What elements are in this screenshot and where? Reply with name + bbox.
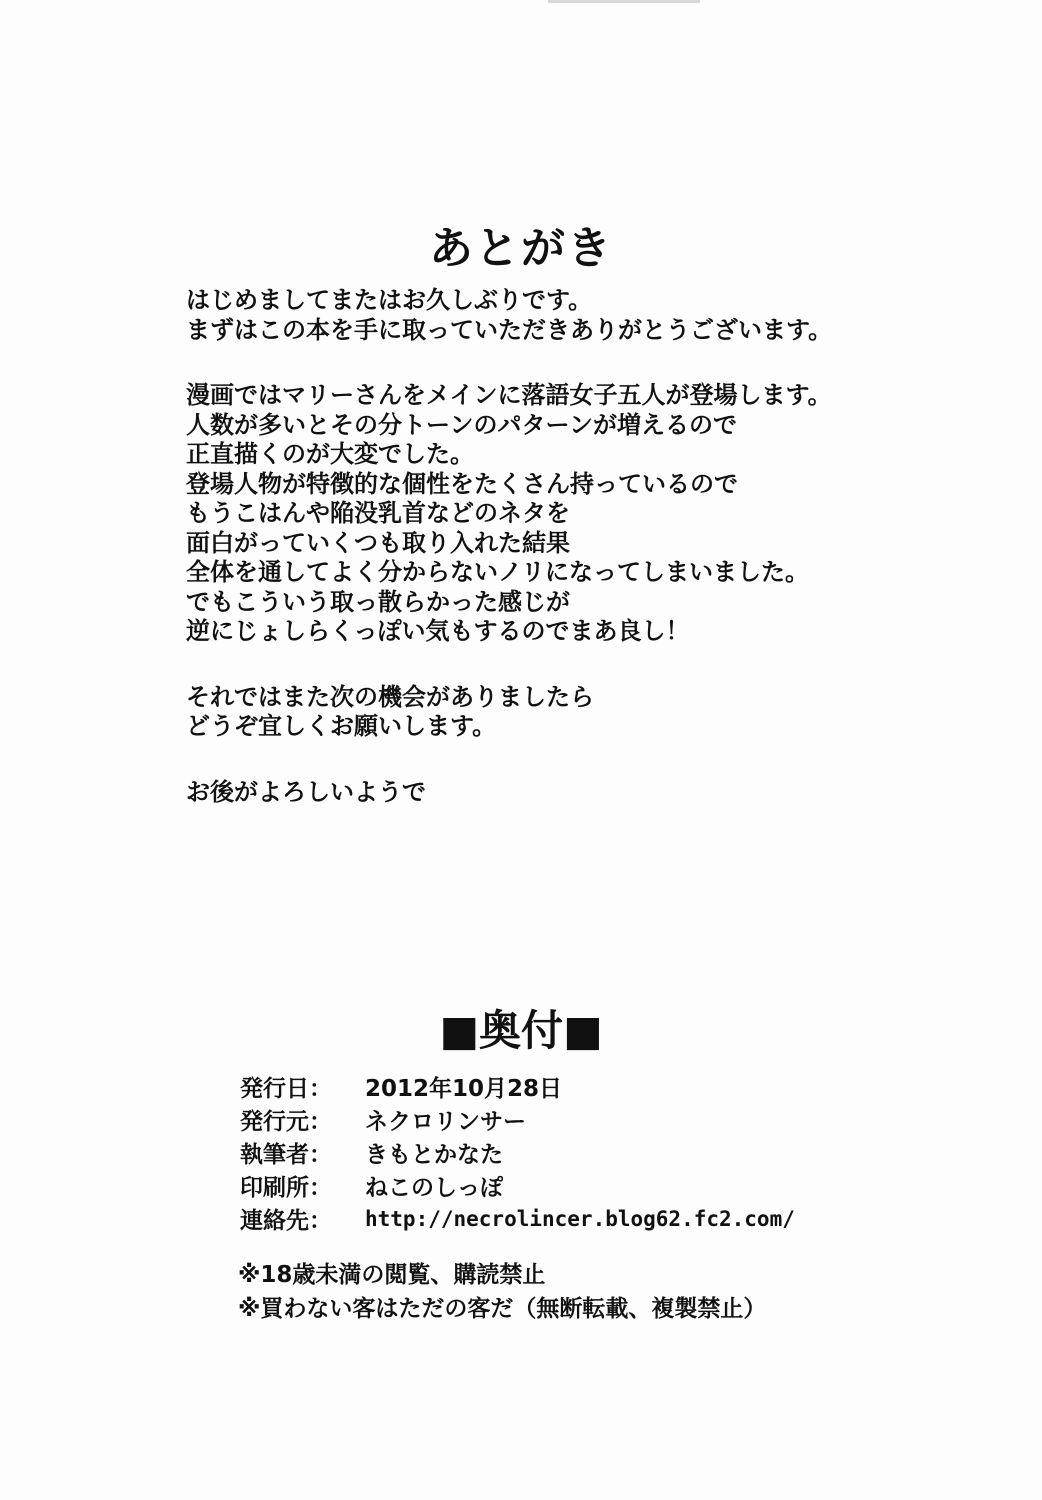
afterword-line: それではまた次の機会がありましたら [186,682,594,711]
colophon-label: 発行日： [240,1076,332,1102]
copyright-notice: ※買わない客はただの客だ（無断転載、複製禁止） [238,1296,767,1322]
colophon-value: ねこのしっぽ [365,1175,503,1201]
afterword-paragraph-greeting [186,286,906,345]
colophon-row-publish-date [240,1070,860,1103]
afterword-line: でもこういう取っ散らかった感じが [186,587,570,616]
afterword-paragraph-closing [186,683,906,742]
afterword-line: 全体を通してよく分からないノリになってしまいました。 [186,558,810,586]
colophon-label: 印刷所： [240,1175,332,1201]
afterword-line: 正直描くのが大変でした。 [186,440,474,468]
afterword-line: 逆にじょしらくっぽい気もするのでまあ良し！ [186,617,690,645]
afterword-line: はじめましてまたはお久しぶりです。 [186,286,593,314]
afterword-body [186,286,906,843]
colophon-row-contact [240,1202,860,1235]
afterword-line: 人数が多いとその分トーンのパターンが増えるので [186,410,738,439]
colophon-row-printer [240,1169,860,1202]
contact-url: http://necrolincer.blog62.fc2.com/ [365,1206,795,1231]
colophon-value: ネクロリンサー [365,1109,526,1135]
afterword-line: まずはこの本を手に取っていただきありがとうございます。 [186,315,833,344]
colophon-row-author [240,1136,860,1169]
afterword-line: 漫画ではマリーさんをメインに落語女子五人が登場します。 [186,381,832,409]
afterword-line: 登場人物が特徴的な個性をたくさん持っているので [186,469,738,498]
afterword-line: どうぞ宜しくお願いします。 [186,712,497,740]
colophon-row-publisher [240,1103,860,1136]
colophon-value: きもとかなた [365,1142,503,1168]
colophon-value: 2012年10月28日 [365,1076,563,1102]
colophon-label: 発行元： [240,1109,332,1135]
colophon-label: 執筆者： [240,1142,332,1168]
colophon-notices [238,1258,858,1326]
age-restriction-notice: ※18歳未満の閲覧、購読禁止 [238,1262,546,1288]
afterword-line: 面白がっていくつも取り入れた結果 [186,528,570,557]
colophon-title: ■奥付■ [439,1006,603,1055]
afterword-line: お後がよろしいようで [186,777,426,806]
scan-edge-mark [548,0,700,3]
afterword-title: あとがき [429,223,613,274]
afterword-line: もうこはんや陥没乳首などのネタを [186,499,570,527]
colophon-label: 連絡先： [240,1208,332,1234]
colophon-table [240,1070,860,1235]
afterword-paragraph-signoff [186,778,906,808]
afterword-paragraph-manga [186,381,906,647]
